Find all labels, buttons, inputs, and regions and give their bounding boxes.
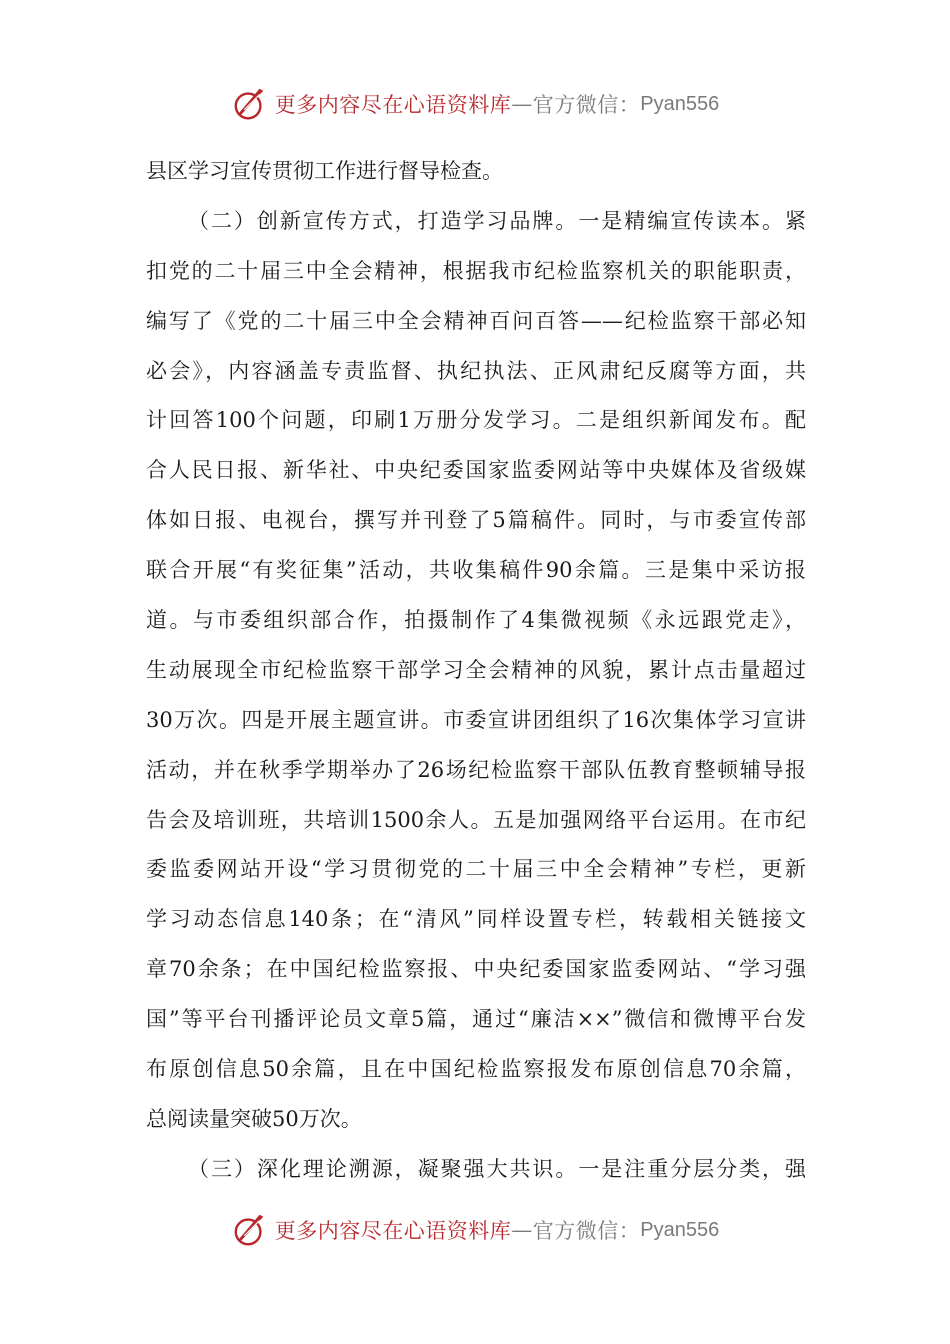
- text-line: 计回答100个问题，印刷1万册分发学习。二是组织新闻发布。配: [146, 408, 806, 433]
- banner-red-text: 更多内容尽在心语资料库: [274, 93, 512, 117]
- text-line: 布原创信息50余篇，且在中国纪检监察报发布原创信息70余篇，: [146, 1057, 806, 1082]
- banner-wechat-id: Pyan556: [640, 1218, 720, 1241]
- text-line: 体如日报、电视台，撰写并刊登了5篇稿件。同时，与市委宣传部: [146, 508, 806, 533]
- text-line: 县区学习宣传贯彻工作进行督导检查。: [146, 159, 503, 183]
- text-line: 编写了《党的二十届三中全会精神百问百答——纪检监察干部必知: [146, 308, 806, 333]
- text-line: 合人民日报、新华社、中央纪委国家监委网站等中央媒体及省级媒: [146, 458, 806, 483]
- text-line: 国”等平台刊播评论员文章5篇，通过“廉洁××”微信和微博平台发: [146, 1007, 806, 1032]
- text-line: （三）深化理论溯源，凝聚强大共识。一是注重分层分类，强: [188, 1156, 806, 1181]
- text-line: 章70余条；在中国纪检监察报、中央纪委国家监委网站、“学习强: [146, 957, 806, 982]
- banner-gray-text: 官方微信：: [532, 93, 641, 117]
- text-line: 联合开展“有奖征集”活动，共收集稿件90余篇。三是集中采访报: [146, 558, 806, 583]
- text-line: 生动展现全市纪检监察干部学习全会精神的风貌，累计点击量超过: [146, 657, 806, 682]
- text-line: 活动，并在秋季学期举办了26场纪检监察干部队伍教育整顿辅导报: [146, 757, 806, 782]
- banner-red-text: 更多内容尽在心语资料库: [274, 1219, 512, 1243]
- quill-logo-icon: [231, 1211, 269, 1249]
- banner-dash: —: [511, 92, 533, 116]
- text-line: 道。与市委组织部合作，拍摄制作了4集微视频《永远跟党走》，: [146, 608, 806, 633]
- quill-logo-icon: [231, 85, 269, 123]
- text-line: （二）创新宣传方式，打造学习品牌。一是精编宣传读本。紧: [188, 208, 806, 233]
- header-watermark-banner: [0, 82, 950, 126]
- banner-gray-text: 官方微信：: [532, 1219, 641, 1243]
- footer-watermark-banner: [0, 1208, 950, 1252]
- document-body: [146, 147, 806, 1195]
- text-line: 委监委网站开设“学习贯彻党的二十届三中全会精神”专栏，更新: [146, 857, 806, 882]
- text-line: 总阅读量突破50万次。: [146, 1106, 362, 1131]
- banner-dash: —: [511, 1218, 533, 1242]
- text-line: 30万次。四是开展主题宣讲。市委宣讲团组织了16次集体学习宣讲: [146, 707, 806, 732]
- text-line: 告会及培训班，共培训1500余人。五是加强网络平台运用。在市纪: [146, 807, 806, 832]
- text-line: 学习动态信息140条；在“清风”同样设置专栏，转载相关链接文: [146, 907, 806, 932]
- banner-wechat-id: Pyan556: [640, 92, 720, 115]
- text-line: 扣党的二十届三中全会精神，根据我市纪检监察机关的职能职责，: [146, 258, 806, 283]
- text-line: 必会》，内容涵盖专责监督、执纪执法、正风肃纪反腐等方面，共: [146, 358, 806, 383]
